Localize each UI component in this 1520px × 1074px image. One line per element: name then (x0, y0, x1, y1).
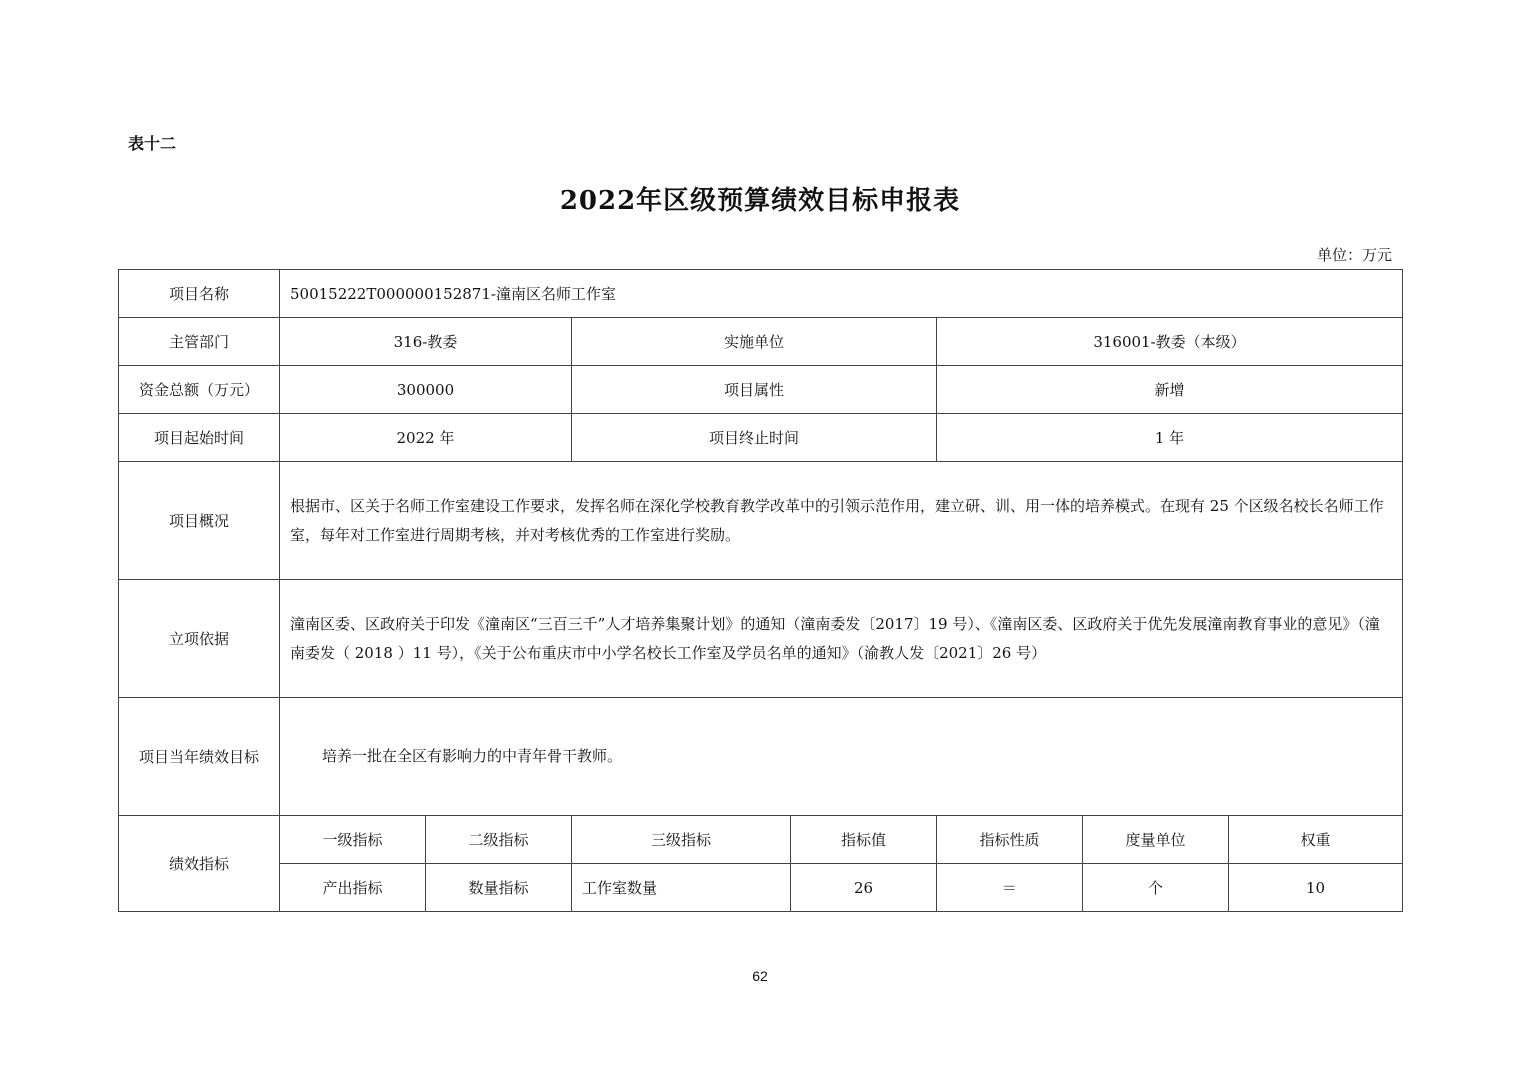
end-time-value: 1 年 (937, 414, 1403, 462)
start-time-value: 2022 年 (280, 414, 572, 462)
total-funds-value: 300000 (280, 366, 572, 414)
indicator-value: 26 (791, 864, 937, 912)
table-row (119, 864, 1403, 912)
indicator-header-unit: 度量单位 (1083, 816, 1229, 864)
indicator-level2: 数量指标 (426, 864, 572, 912)
overview-label: 项目概况 (119, 462, 280, 580)
project-name-label: 项目名称 (119, 270, 280, 318)
department-label: 主管部门 (119, 318, 280, 366)
indicators-label: 绩效指标 (119, 816, 280, 912)
indicator-header-row (119, 816, 1403, 864)
indicator-level3: 工作室数量 (572, 864, 791, 912)
project-attribute-value: 新增 (937, 366, 1403, 414)
total-funds-label: 资金总额（万元） (119, 366, 280, 414)
indicator-header-level3: 三级指标 (572, 816, 791, 864)
goal-label: 项目当年绩效目标 (119, 698, 280, 816)
indicator-header-weight: 权重 (1229, 816, 1403, 864)
indicator-header-level1: 一级指标 (280, 816, 426, 864)
performance-target-form (118, 269, 1403, 912)
row-basis (119, 580, 1403, 698)
basis-label: 立项依据 (119, 580, 280, 698)
indicator-header-level2: 二级指标 (426, 816, 572, 864)
table-label: 表十二 (128, 134, 177, 153)
start-time-label: 项目起始时间 (119, 414, 280, 462)
project-name-value: 50015222T000000152871-潼南区名师工作室 (280, 270, 1403, 318)
implementing-unit-value: 316001-教委（本级） (937, 318, 1403, 366)
row-department (119, 318, 1403, 366)
indicator-header-value: 指标值 (791, 816, 937, 864)
project-attribute-label: 项目属性 (572, 366, 937, 414)
goal-value: 培养一批在全区有影响力的中青年骨干教师。 (280, 698, 1403, 816)
row-funds (119, 366, 1403, 414)
indicator-unit: 个 (1083, 864, 1229, 912)
indicator-nature: ＝ (937, 864, 1083, 912)
page-number: 62 (752, 968, 768, 984)
row-period (119, 414, 1403, 462)
row-overview (119, 462, 1403, 580)
overview-value: 根据市、区关于名师工作室建设工作要求，发挥名师在深化学校教育教学改革中的引领示范作用，建立研、训、用一体的培养模式。在现有 25 个区级名校长名师工作室，每年对工作室进行周期考核，并对考核优秀的工作室进行奖励。 (280, 462, 1403, 580)
row-goal (119, 698, 1403, 816)
row-project-name (119, 270, 1403, 318)
basis-value: 潼南区委、区政府关于印发《潼南区“三百三千”人才培养集聚计划》的通知（潼南委发〔2017〕19 号）、《潼南区委、区政府关于优先发展潼南教育事业的意见》（潼南委发（ 2018 ）11 号），《关于公布重庆市中小学名校长工作室及学员名单的通知》（渝教人发〔2021〕26 号） (280, 580, 1403, 698)
implementing-unit-label: 实施单位 (572, 318, 937, 366)
indicator-level1: 产出指标 (280, 864, 426, 912)
indicator-header-nature: 指标性质 (937, 816, 1083, 864)
unit-note: 单位：万元 (1316, 246, 1392, 264)
indicator-weight: 10 (1229, 864, 1403, 912)
end-time-label: 项目终止时间 (572, 414, 937, 462)
department-value: 316-教委 (280, 318, 572, 366)
page-title: 2022年区级预算绩效目标申报表 (559, 186, 961, 216)
